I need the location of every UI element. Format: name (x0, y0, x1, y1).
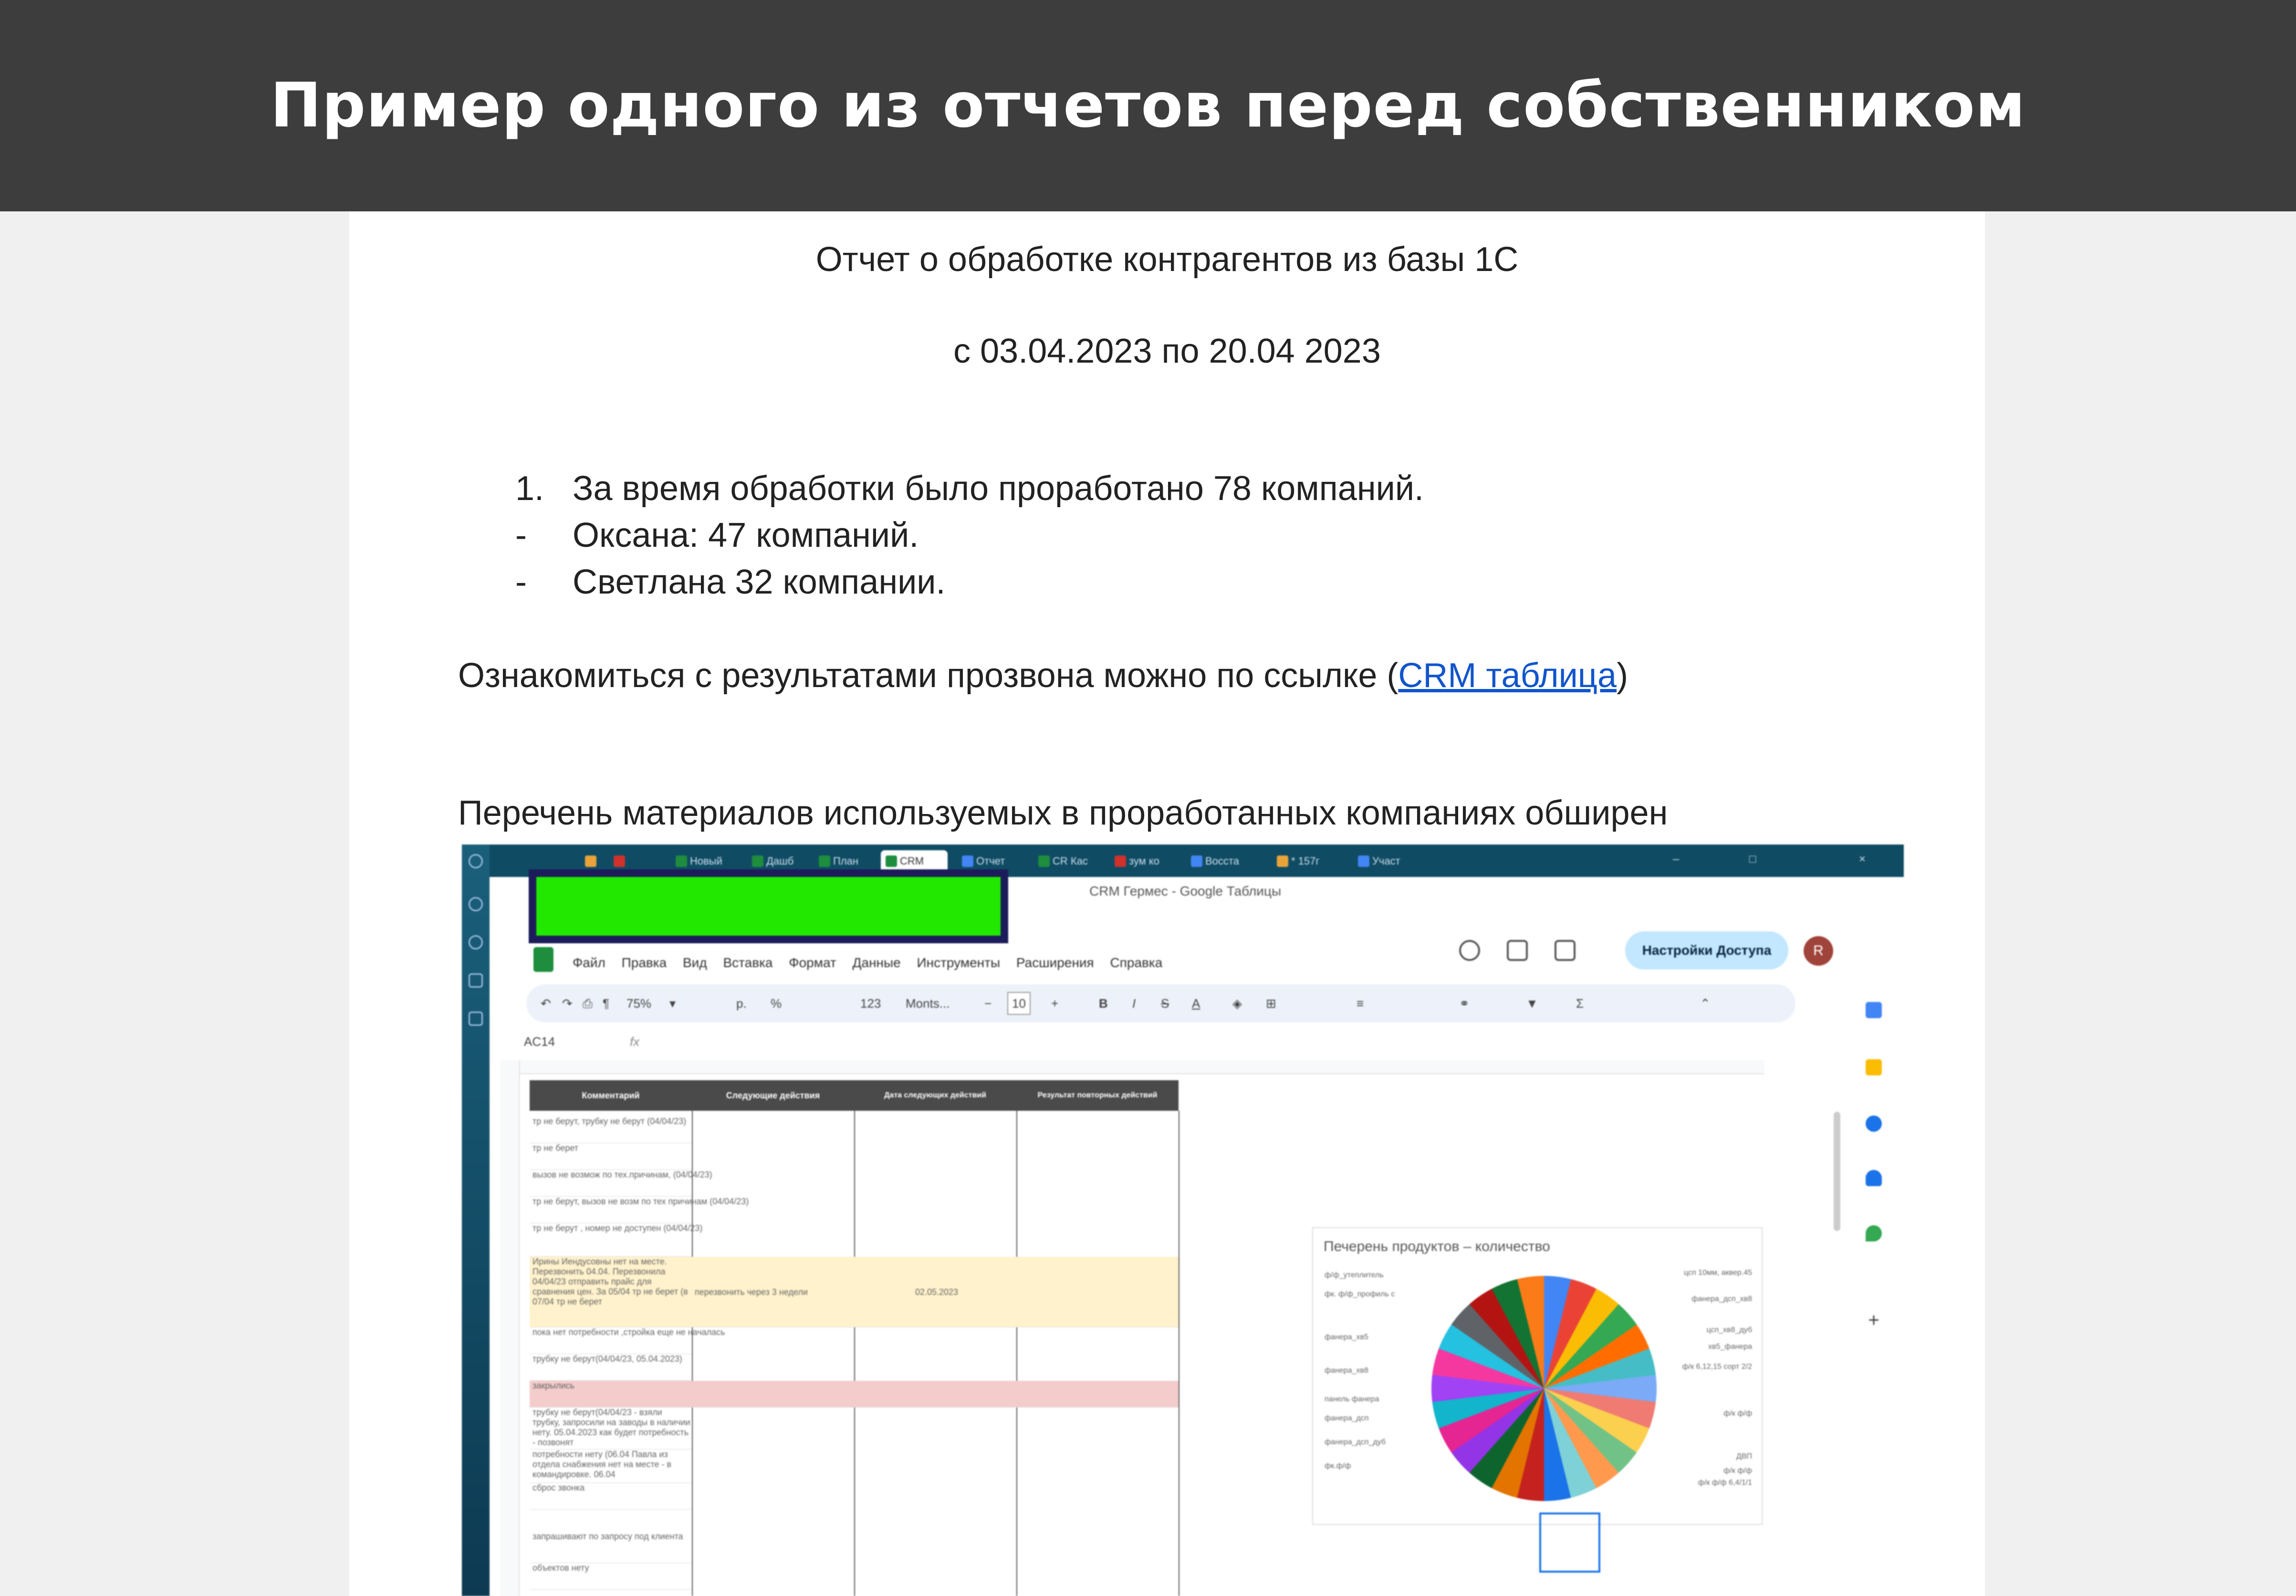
percent-button[interactable]: % (771, 996, 782, 1011)
chart-label: фанера_хв8 (1325, 1367, 1368, 1375)
chart-label: фанера_хв5 (1325, 1333, 1368, 1341)
chart-label: ф/к 6,12,15 сорт 2/2 (1682, 1363, 1752, 1371)
table-row[interactable]: тр не берут, вызов не возм по тех причинам (04/04/23) (530, 1197, 692, 1223)
font-size-input[interactable]: 10 (1007, 992, 1031, 1015)
window-icon (469, 1012, 483, 1026)
maps-icon[interactable] (1866, 1225, 1882, 1241)
tab-favicon (1358, 855, 1369, 867)
redo-icon[interactable]: ↷ (562, 996, 573, 1011)
report-title: Отчет о обработке контрагентов из базы 1С (815, 240, 1519, 279)
chart-title: Печерень продуктов – количество (1324, 1239, 1550, 1254)
table-row[interactable]: трубку не берут(04/04/23 - взяли трубку, запросили на заводы в наличии нету. 05.04.2023 как будет потребность - позвонят (530, 1408, 692, 1450)
fx-icon: fx (630, 1034, 640, 1049)
list-item (515, 563, 946, 602)
chart-label: цсп_хв8_дуб (1706, 1326, 1752, 1334)
play-icon (469, 935, 483, 949)
tab-favicon (752, 855, 763, 867)
font-decrease-button[interactable]: − (984, 996, 992, 1011)
table-row[interactable]: тр не берут , номер не доступен (04/04/23) (530, 1223, 692, 1257)
tab-favicon (1115, 855, 1126, 867)
chart-label: фанера_дсп_хв8 (1691, 1295, 1752, 1303)
menu-file[interactable]: Файл (573, 955, 605, 970)
tab-favicon (676, 855, 687, 867)
browser-tab[interactable]: зум ко (1110, 850, 1177, 872)
history-icon (469, 897, 483, 911)
tab-favicon (585, 855, 596, 867)
browser-tab[interactable]: * 157г (1272, 850, 1344, 872)
menu-format[interactable]: Формат (789, 955, 836, 970)
banner-title: Пример одного из отчетов перед собственником (270, 70, 2026, 141)
tasks-icon[interactable] (1866, 1116, 1882, 1132)
browser-tab[interactable]: Отчет (957, 850, 1024, 872)
menu-edit[interactable]: Правка (621, 955, 667, 970)
italic-button[interactable]: I (1132, 996, 1136, 1011)
comment-icon[interactable] (1507, 940, 1528, 961)
table-row[interactable]: объектов нету (530, 1563, 692, 1590)
table-row[interactable]: тр не берут, трубку не берут (04/04/23) (530, 1116, 692, 1143)
chevron-down-icon[interactable]: ▾ (669, 996, 676, 1011)
list-text: За время обработки было проработано 78 компаний. (573, 469, 1424, 508)
pie-graphic (1431, 1276, 1657, 1501)
browser-tab[interactable]: Восста (1186, 850, 1263, 872)
zoom-select[interactable]: 75% (626, 996, 652, 1011)
avatar-icon (469, 854, 483, 868)
column-header-next-actions[interactable]: Следующие действия (692, 1080, 854, 1111)
chart-label: ф/к ф/ф (1723, 1467, 1752, 1475)
list-item (515, 516, 918, 555)
pie-chart[interactable] (1312, 1227, 1763, 1525)
column-divider (1016, 1111, 1017, 1596)
text-color-button[interactable]: A (1192, 996, 1200, 1011)
menu-tools[interactable]: Инструменты (917, 955, 1001, 970)
browser-tab[interactable]: Новый (671, 850, 728, 872)
table-row[interactable]: Ирины Иендусовны нет на месте. Перезвонить 04.04. Перезвонила 04/04/23 отправить прайс для сравнения цен. За 05/04 тр не берет (в 07/04 тр не берет (530, 1257, 692, 1327)
borders-icon[interactable]: ⊞ (1266, 996, 1276, 1011)
chart-label: фанера_дсп (1325, 1414, 1369, 1422)
list-marker: - (515, 563, 527, 601)
undo-icon[interactable]: ↶ (541, 996, 551, 1011)
chart-label: панель фанера (1325, 1395, 1379, 1403)
link-paragraph (458, 656, 1628, 695)
browser-tab[interactable]: Участ (1353, 850, 1425, 872)
menu-extensions[interactable]: Расширения (1016, 955, 1094, 970)
link-paragraph-text: Ознакомиться с результатами прозвона можно по ссылке ( (458, 657, 1398, 695)
font-increase-button[interactable]: + (1051, 996, 1059, 1011)
add-icon[interactable]: + (1868, 1310, 1879, 1331)
calendar-icon (469, 973, 483, 988)
avatar[interactable]: R (1804, 936, 1833, 966)
page-heading: CRM Гермес - Google Таблицы (1089, 884, 1282, 898)
strikethrough-button[interactable]: S (1161, 996, 1169, 1011)
header-banner (0, 0, 2296, 211)
next-date-cell[interactable]: 02.05.2023 (854, 1257, 1016, 1327)
tab-favicon (819, 855, 830, 867)
align-icon[interactable]: ≡ (1357, 996, 1364, 1011)
list-text: Оксана: 47 компаний. (573, 516, 919, 554)
bold-button[interactable]: B (1099, 996, 1108, 1011)
table-row[interactable]: трубку не берут(04/04/23, 05.04.2023) (530, 1354, 692, 1381)
list-item (515, 469, 1424, 508)
browser-tab[interactable]: План (814, 850, 871, 872)
browser-tab[interactable]: Дашб (747, 850, 804, 872)
meet-icon[interactable] (1555, 940, 1576, 961)
selected-cell[interactable] (1539, 1513, 1600, 1573)
crm-table-link[interactable]: CRM таблица (1398, 657, 1617, 695)
chart-label: ф/к ф/ф 6,4/1/1 (1698, 1479, 1752, 1487)
menu-insert[interactable]: Вставка (723, 955, 773, 970)
name-box[interactable]: AC14 (524, 1034, 555, 1049)
sum-icon[interactable]: Σ (1576, 996, 1584, 1011)
column-header-comment[interactable]: Комментарий (530, 1080, 692, 1111)
repeat-result-cell[interactable] (1016, 1257, 1179, 1327)
table-row[interactable]: пока нет потребности ,стройка еще не началась (530, 1327, 692, 1354)
spreadsheet-screenshot (462, 845, 1904, 1596)
chevron-up-icon[interactable]: ⌃ (1700, 996, 1711, 1011)
font-select[interactable]: Monts... (906, 996, 950, 1011)
column-divider (854, 1111, 855, 1596)
tab-favicon (1038, 855, 1050, 867)
table-row[interactable]: сброс звонка (530, 1483, 692, 1510)
table-row[interactable]: тр не берет (530, 1143, 692, 1170)
os-sidebar (462, 845, 490, 1596)
table-row[interactable]: закрылись (530, 1381, 1179, 1408)
tab-favicon (1191, 855, 1202, 867)
tab-favicon (1277, 855, 1288, 867)
list-marker: - (515, 516, 527, 554)
tab-favicon (962, 855, 973, 867)
chart-label: ф/к ф/ф (1723, 1409, 1752, 1418)
menu-help[interactable]: Справка (1110, 955, 1163, 970)
chart-label: цсп 10мм, аквер.45 (1683, 1269, 1752, 1277)
browser-tab-active[interactable]: CRM (881, 850, 948, 872)
column-divider (692, 1111, 693, 1596)
contacts-icon[interactable] (1866, 1170, 1882, 1186)
currency-button[interactable]: р. (736, 996, 747, 1011)
share-button[interactable]: Настройки Доступа (1625, 931, 1788, 970)
redaction-box (529, 869, 1008, 943)
column-header-repeat-result[interactable]: Результат повторных действий (1016, 1080, 1179, 1111)
materials-paragraph: Перечень материалов используемых в проработанных компаниях обширен (458, 794, 1668, 832)
report-period: с 03.04.2023 по 20.04 2023 (953, 332, 1381, 370)
chart-label: фк.ф/ф (1325, 1462, 1351, 1470)
minimize-icon[interactable]: – (1673, 853, 1680, 866)
print-icon[interactable]: ⎙ (583, 996, 593, 1011)
maximize-icon[interactable]: □ (1749, 853, 1756, 866)
next-action-cell[interactable]: перезвонить через 3 недели (692, 1257, 854, 1327)
history-icon[interactable] (1459, 940, 1480, 961)
chart-label: фк. ф/ф_профиль с (1325, 1290, 1395, 1298)
menu-view[interactable]: Вид (683, 955, 707, 970)
table-row[interactable]: потребности нету (06.04 Павла из отдела снабжения нет на месте - в командировке. 06.04 (530, 1450, 692, 1483)
close-icon[interactable]: × (1859, 853, 1866, 866)
keep-icon[interactable] (1866, 1059, 1882, 1075)
filter-icon[interactable]: ▼ (1526, 996, 1538, 1011)
sheets-logo-icon[interactable] (533, 947, 553, 972)
fill-color-icon[interactable]: ◈ (1232, 996, 1242, 1011)
row-header-column (500, 1060, 520, 1596)
side-panel-rail (1860, 964, 1889, 1346)
table-row[interactable]: вызов не возмож по тех.причинам, (04/04/23) (530, 1170, 692, 1197)
format-toolbar (526, 984, 1795, 1022)
chart-label: ф/ф_утеплитель (1325, 1271, 1384, 1279)
link-paragraph-close: ) (1617, 657, 1628, 695)
column-header-next-date[interactable]: Дата следующих действий (854, 1080, 1016, 1111)
chart-label: фанера_дсп_дуб (1325, 1438, 1386, 1446)
browser-tab[interactable]: CR Кас (1033, 850, 1100, 872)
tab-favicon (614, 855, 625, 867)
number-format-button[interactable]: 123 (860, 996, 881, 1011)
column-header-bar (500, 1060, 1764, 1074)
chart-label: ДВП (1736, 1452, 1752, 1460)
list-text: Светлана 32 компании. (573, 563, 946, 601)
chart-label: хв5_фанера (1708, 1343, 1752, 1351)
list-marker: 1. (515, 469, 544, 508)
table-row[interactable]: запрашивают по запросу под клиента (530, 1510, 692, 1563)
paint-format-icon[interactable]: ¶ (603, 996, 609, 1011)
tab-favicon (886, 855, 897, 867)
menu-data[interactable]: Данные (852, 955, 901, 970)
calendar-icon[interactable] (1866, 1002, 1882, 1018)
link-icon[interactable]: ⚭ (1459, 996, 1470, 1011)
vertical-scrollbar[interactable] (1834, 1112, 1840, 1231)
menu-bar (573, 955, 1175, 970)
